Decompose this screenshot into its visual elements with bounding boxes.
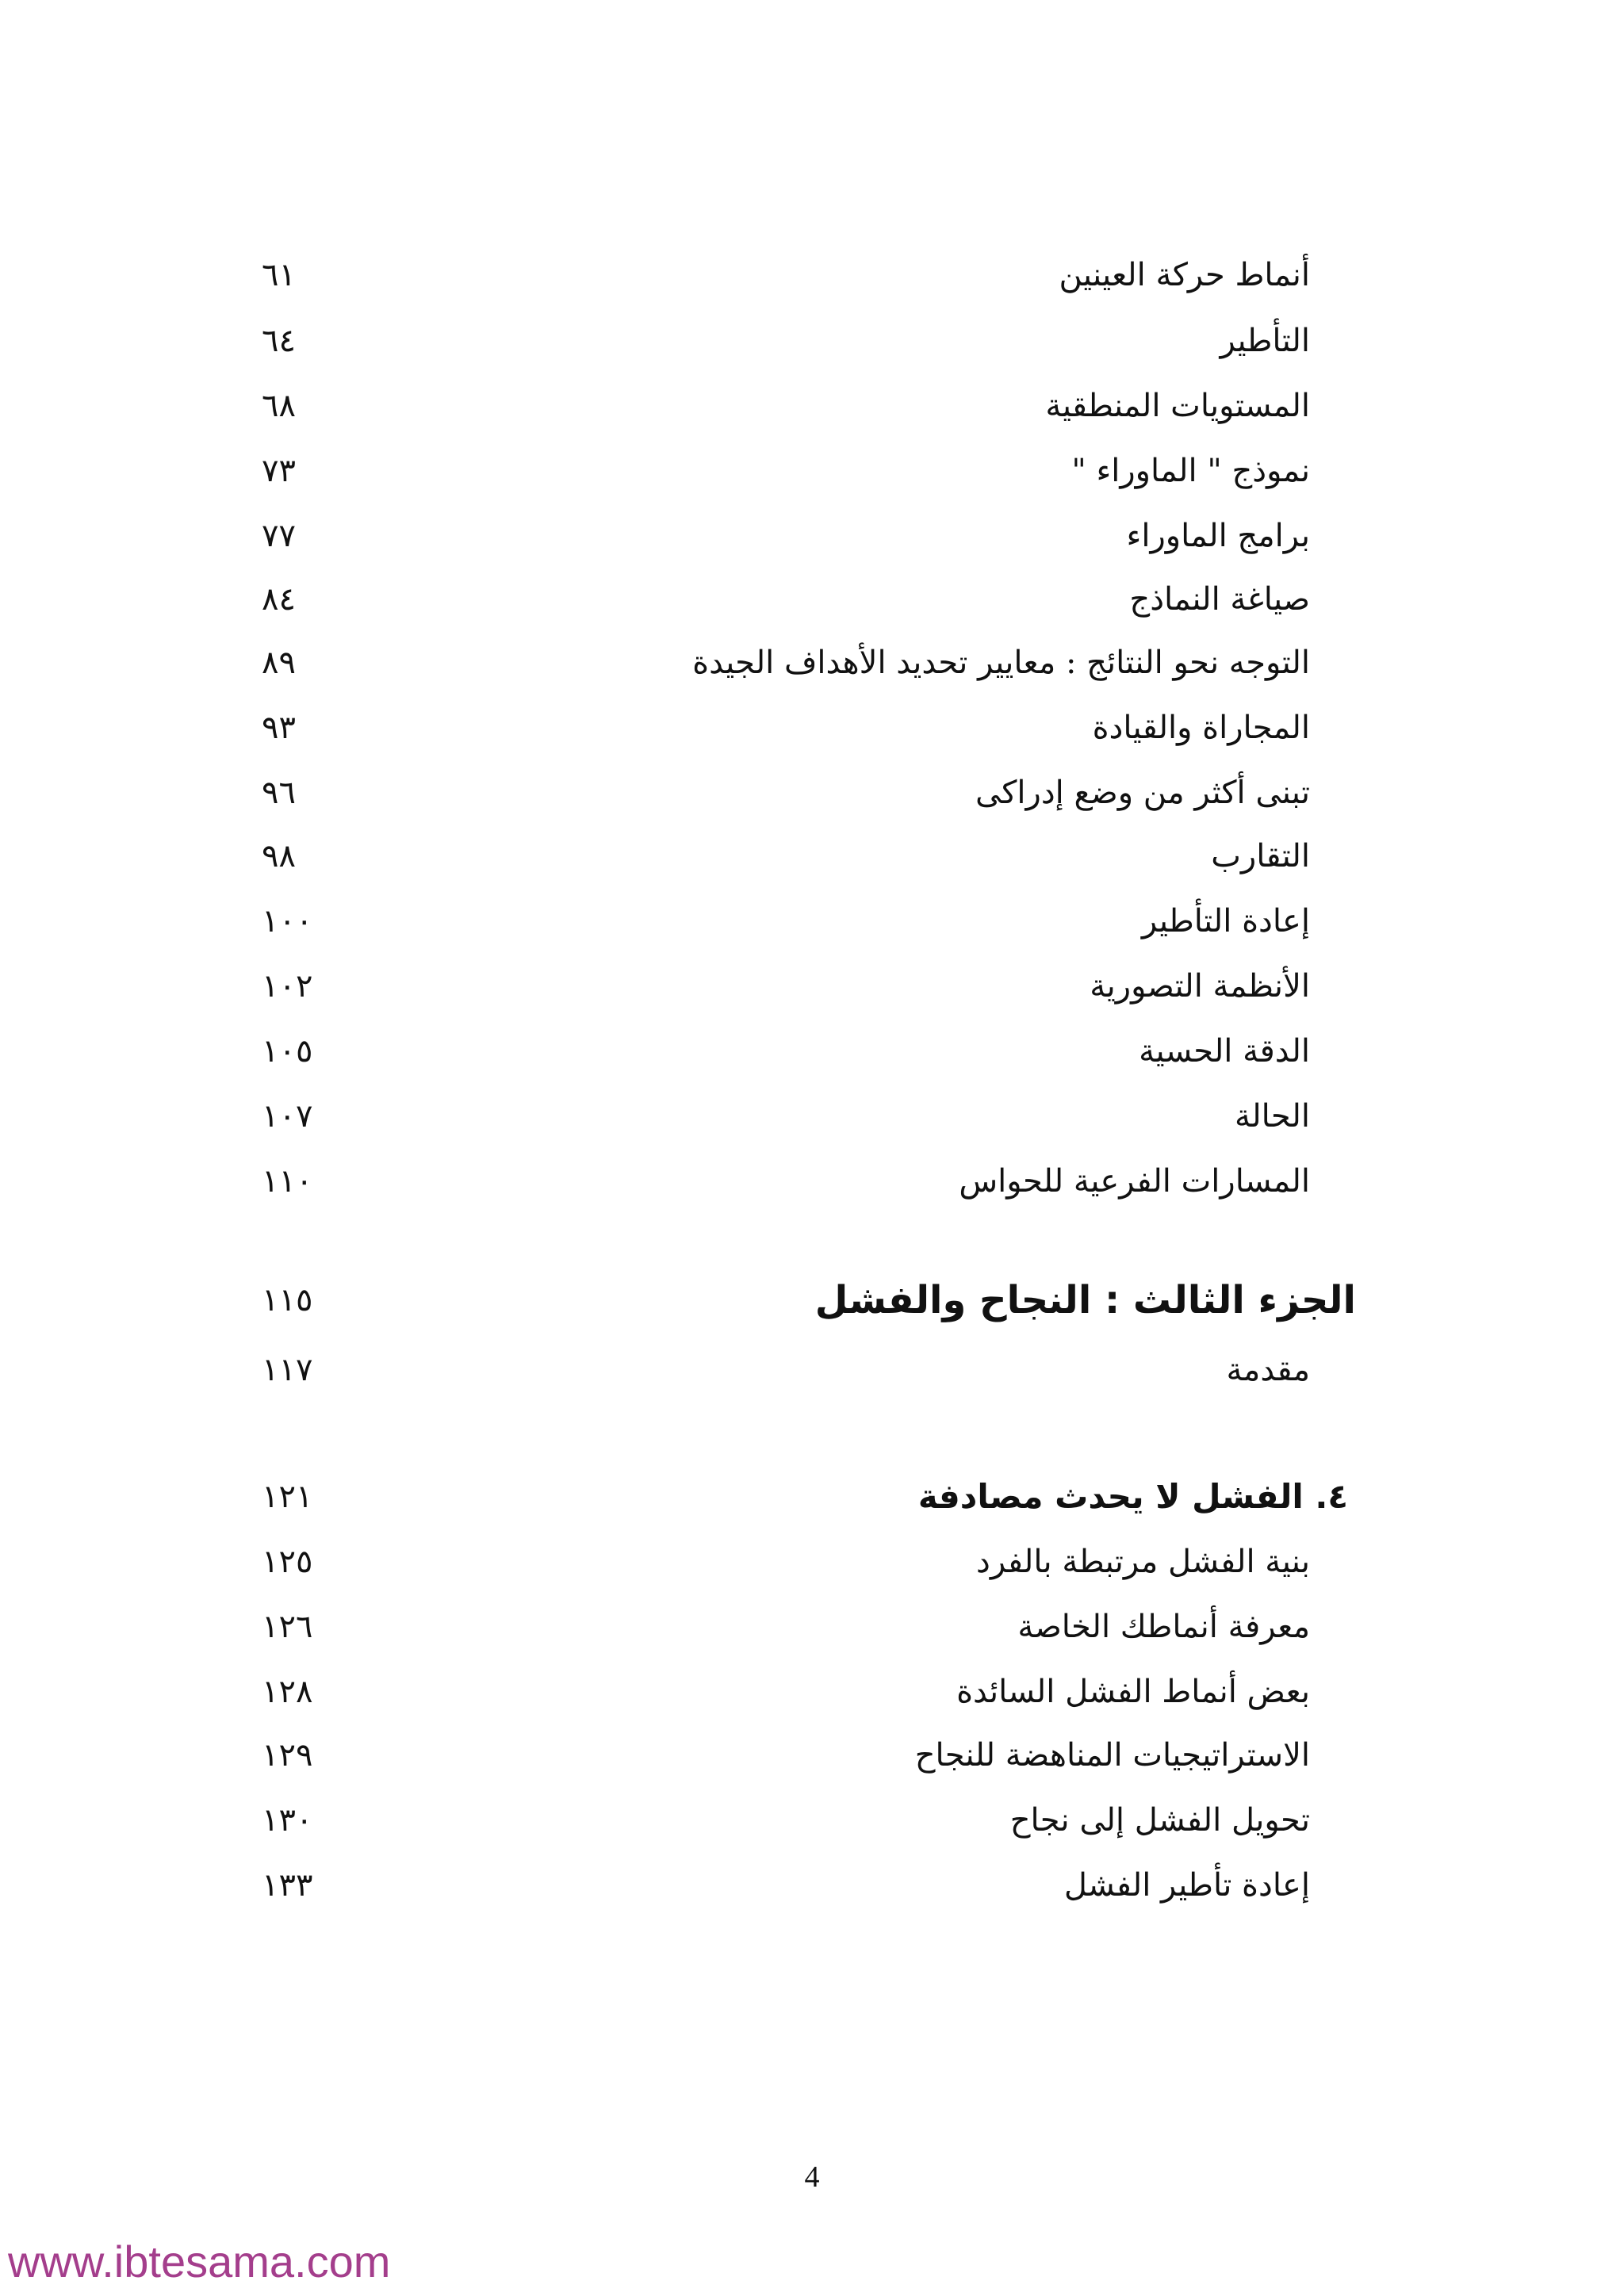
toc-entry-page: ١٠٥ — [262, 1033, 313, 1070]
toc-entry-page: ١١٥ — [262, 1282, 313, 1318]
toc-entry-page: ١٠٢ — [262, 968, 313, 1004]
toc-entry — [262, 442, 1356, 499]
toc-entry — [262, 634, 1356, 691]
toc-entry-page: ٩٨ — [262, 838, 296, 874]
toc-entry-title: التأطير — [1220, 323, 1310, 359]
toc-entry-title: المجاراة والقيادة — [1092, 710, 1310, 746]
toc-entry — [262, 1792, 1356, 1849]
toc-entry-title: أنماط حركة العينين — [1059, 257, 1310, 293]
toc-entry-page: ١٣٠ — [262, 1802, 313, 1839]
toc-entry — [262, 1023, 1356, 1080]
toc-entry-title: مقدمة — [1226, 1352, 1310, 1388]
toc-entry-title: تحويل الفشل إلى نجاح — [1009, 1802, 1310, 1839]
toc-entry-title: بعض أنماط الفشل السائدة — [956, 1674, 1310, 1710]
toc-entry — [262, 571, 1356, 628]
toc-entry-title: التوجه نحو النتائج : معايير تحديد الأهداف الجيدة — [692, 645, 1310, 681]
toc-entry-title: صياغة النماذج — [1129, 581, 1310, 618]
toc-entry-page: ٨٩ — [262, 645, 296, 681]
toc-entry-page: ٦٤ — [262, 323, 296, 359]
toc-entry-page: ١٠٠ — [262, 903, 313, 939]
toc-entry-title: الدقة الحسية — [1139, 1033, 1310, 1070]
toc-entry-page: ٦١ — [262, 257, 296, 293]
toc-entry-page: ٧٧ — [262, 518, 296, 554]
toc-chapter-heading — [262, 1468, 1356, 1525]
toc-entry-page: ١٢٦ — [262, 1609, 313, 1645]
toc-entry — [262, 764, 1356, 821]
toc-entry-page: ١١٧ — [262, 1352, 313, 1388]
toc-entry — [262, 893, 1356, 950]
toc-entry — [262, 312, 1356, 369]
toc-entry — [262, 377, 1356, 434]
toc-entry-page: ٦٨ — [262, 388, 296, 424]
toc-entry-title: إعادة تأطير الفشل — [1063, 1867, 1310, 1904]
toc-entry-page: ٧٣ — [262, 453, 296, 489]
toc-entry-title: تبنى أكثر من وضع إدراكى — [975, 775, 1310, 811]
toc-entry-page: ٩٣ — [262, 710, 296, 746]
toc-entry-title: المسارات الفرعية للحواس — [959, 1163, 1310, 1200]
toc-chapter-title: ٤. الفشل لا يحدث مصادفة — [917, 1477, 1348, 1516]
toc-entry — [262, 1727, 1356, 1784]
toc-entry — [262, 1533, 1356, 1590]
toc-entry-title: برامج الماوراء — [1126, 518, 1310, 554]
toc-part-title: الجزء الثالث : النجاح والفشل — [814, 1278, 1356, 1322]
toc-entry-title: بنية الفشل مرتبطة بالفرد — [976, 1544, 1310, 1580]
toc-entry — [262, 1088, 1356, 1145]
toc-entry-page: ١٢٩ — [262, 1737, 313, 1774]
toc-part-heading — [262, 1272, 1356, 1329]
toc-entry-page: ١٢٥ — [262, 1544, 313, 1580]
toc-entry-title: الاستراتيجيات المناهضة للنجاح — [914, 1737, 1310, 1774]
toc-entry — [262, 247, 1356, 304]
watermark-url: www.ibtesama.com — [8, 2237, 391, 2286]
toc-entry-page: ١٢١ — [262, 1479, 313, 1515]
toc-entry — [262, 958, 1356, 1015]
toc-entry — [262, 699, 1356, 756]
toc-entry-title: المستويات المنطقية — [1045, 388, 1310, 424]
toc-entry-page: ١١٠ — [262, 1163, 313, 1200]
toc-entry — [262, 1663, 1356, 1720]
toc-entry-page: ١٠٧ — [262, 1098, 313, 1135]
toc-entry-page: ١٢٨ — [262, 1674, 313, 1710]
page-number: 4 — [804, 2160, 820, 2194]
toc-entry-title: إعادة التأطير — [1141, 903, 1310, 939]
toc-entry — [262, 1341, 1356, 1399]
toc-entry-page: ٨٤ — [262, 581, 296, 618]
toc-entry — [262, 1153, 1356, 1210]
toc-entry-title: الحالة — [1235, 1098, 1310, 1135]
toc-entry — [262, 828, 1356, 885]
toc-entry — [262, 1857, 1356, 1914]
toc-entry-title: التقارب — [1211, 838, 1310, 874]
toc-entry-page: ١٣٣ — [262, 1867, 313, 1904]
toc-entry-title: معرفة أنماطك الخاصة — [1017, 1609, 1310, 1645]
toc-entry — [262, 507, 1356, 564]
toc-entry-title: الأنظمة التصورية — [1090, 968, 1310, 1004]
toc-entry — [262, 1598, 1356, 1655]
toc-entry-title: نموذج " الماوراء " — [1071, 453, 1310, 489]
toc-entry-page: ٩٦ — [262, 775, 296, 811]
